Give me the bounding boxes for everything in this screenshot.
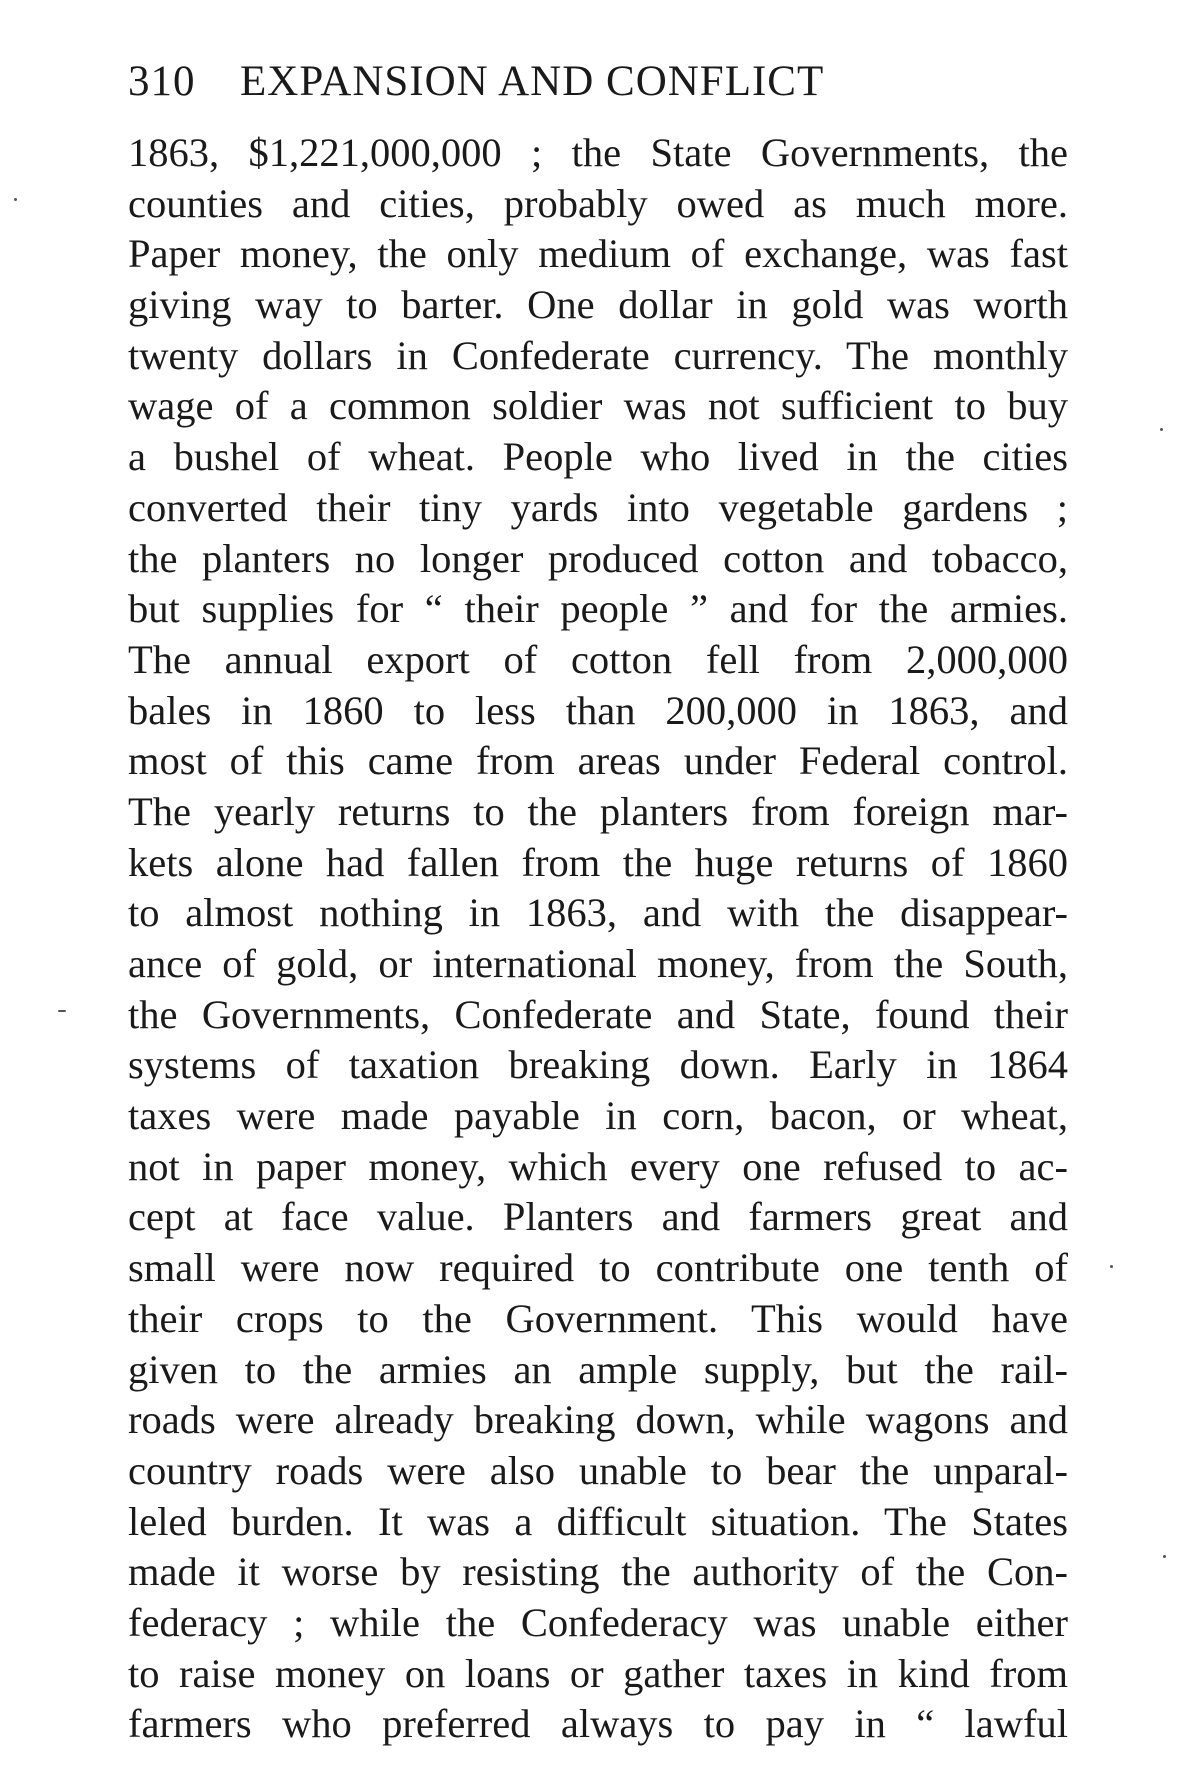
text-line: The yearly returns to the planters from foreign mar-: [128, 788, 1068, 834]
text-line: 1863, $1,221,000,000 ; the State Governments, the: [128, 130, 1068, 175]
scan-speck: [14, 198, 17, 201]
text-line: small were now required to contribute one tenth of: [128, 1245, 1068, 1291]
text-line: to almost nothing in 1863, and with the disappear-: [128, 890, 1068, 936]
text-line: twenty dollars in Confederate currency. The monthly: [128, 332, 1068, 378]
text-line: The annual export of cotton fell from 2,000,000: [128, 636, 1068, 682]
text-line: systems of taxation breaking down. Early in 1864: [128, 1042, 1068, 1088]
text-line: country roads were also unable to bear the unparal-: [128, 1447, 1068, 1493]
text-line: counties and cities, probably owed as much more.: [128, 180, 1068, 226]
text-line: federacy ; while the Confederacy was unable either: [128, 1599, 1068, 1645]
running-head: [128, 52, 948, 112]
body-text: [128, 128, 1068, 1750]
text-line: the planters no longer produced cotton and tobacco,: [128, 535, 1068, 581]
text-line: given to the armies an ample supply, but the rail-: [128, 1346, 1068, 1392]
scan-speck: [58, 1010, 66, 1012]
text-line: Paper money, the only medium of exchange, was fast: [128, 231, 1068, 277]
text-line: bales in 1860 to less than 200,000 in 1863, and: [128, 687, 1068, 733]
text-line: roads were already breaking down, while wagons and: [128, 1397, 1068, 1443]
text-line: wage of a common soldier was not sufficient to buy: [128, 383, 1068, 429]
text-line: not in paper money, which every one refused to ac-: [128, 1143, 1068, 1189]
text-line: leled burden. It was a difficult situation. The States: [128, 1498, 1068, 1544]
text-line: made it worse by resisting the authority of the Con-: [128, 1549, 1068, 1595]
text-line: the Governments, Confederate and State, found their: [128, 991, 1068, 1037]
text-line: to raise money on loans or gather taxes in kind from: [128, 1650, 1068, 1696]
text-line: farmers who preferred always to pay in “ lawful: [128, 1701, 1068, 1747]
scan-speck: [1110, 1265, 1113, 1268]
text-line: giving way to barter. One dollar in gold was worth: [128, 282, 1068, 328]
scan-speck: [1163, 1555, 1166, 1558]
text-line: their crops to the Government. This would have: [128, 1295, 1068, 1341]
text-line: but supplies for “ their people ” and for the armies.: [128, 586, 1068, 632]
chapter-title: EXPANSION AND CONFLICT: [240, 58, 825, 105]
text-line: converted their tiny yards into vegetable gardens ;: [128, 484, 1068, 530]
text-line: kets alone had fallen from the huge returns of 1860: [128, 839, 1068, 885]
page-number: 310: [128, 58, 196, 105]
scan-speck: [1160, 428, 1163, 431]
text-line: taxes were made payable in corn, bacon, or wheat,: [128, 1093, 1068, 1139]
text-line: a bushel of wheat. People who lived in the cities: [128, 434, 1068, 480]
text-line: most of this came from areas under Federal control.: [128, 738, 1068, 784]
text-line: ance of gold, or international money, from the South,: [128, 941, 1068, 986]
text-line: cept at face value. Planters and farmers great and: [128, 1194, 1068, 1240]
